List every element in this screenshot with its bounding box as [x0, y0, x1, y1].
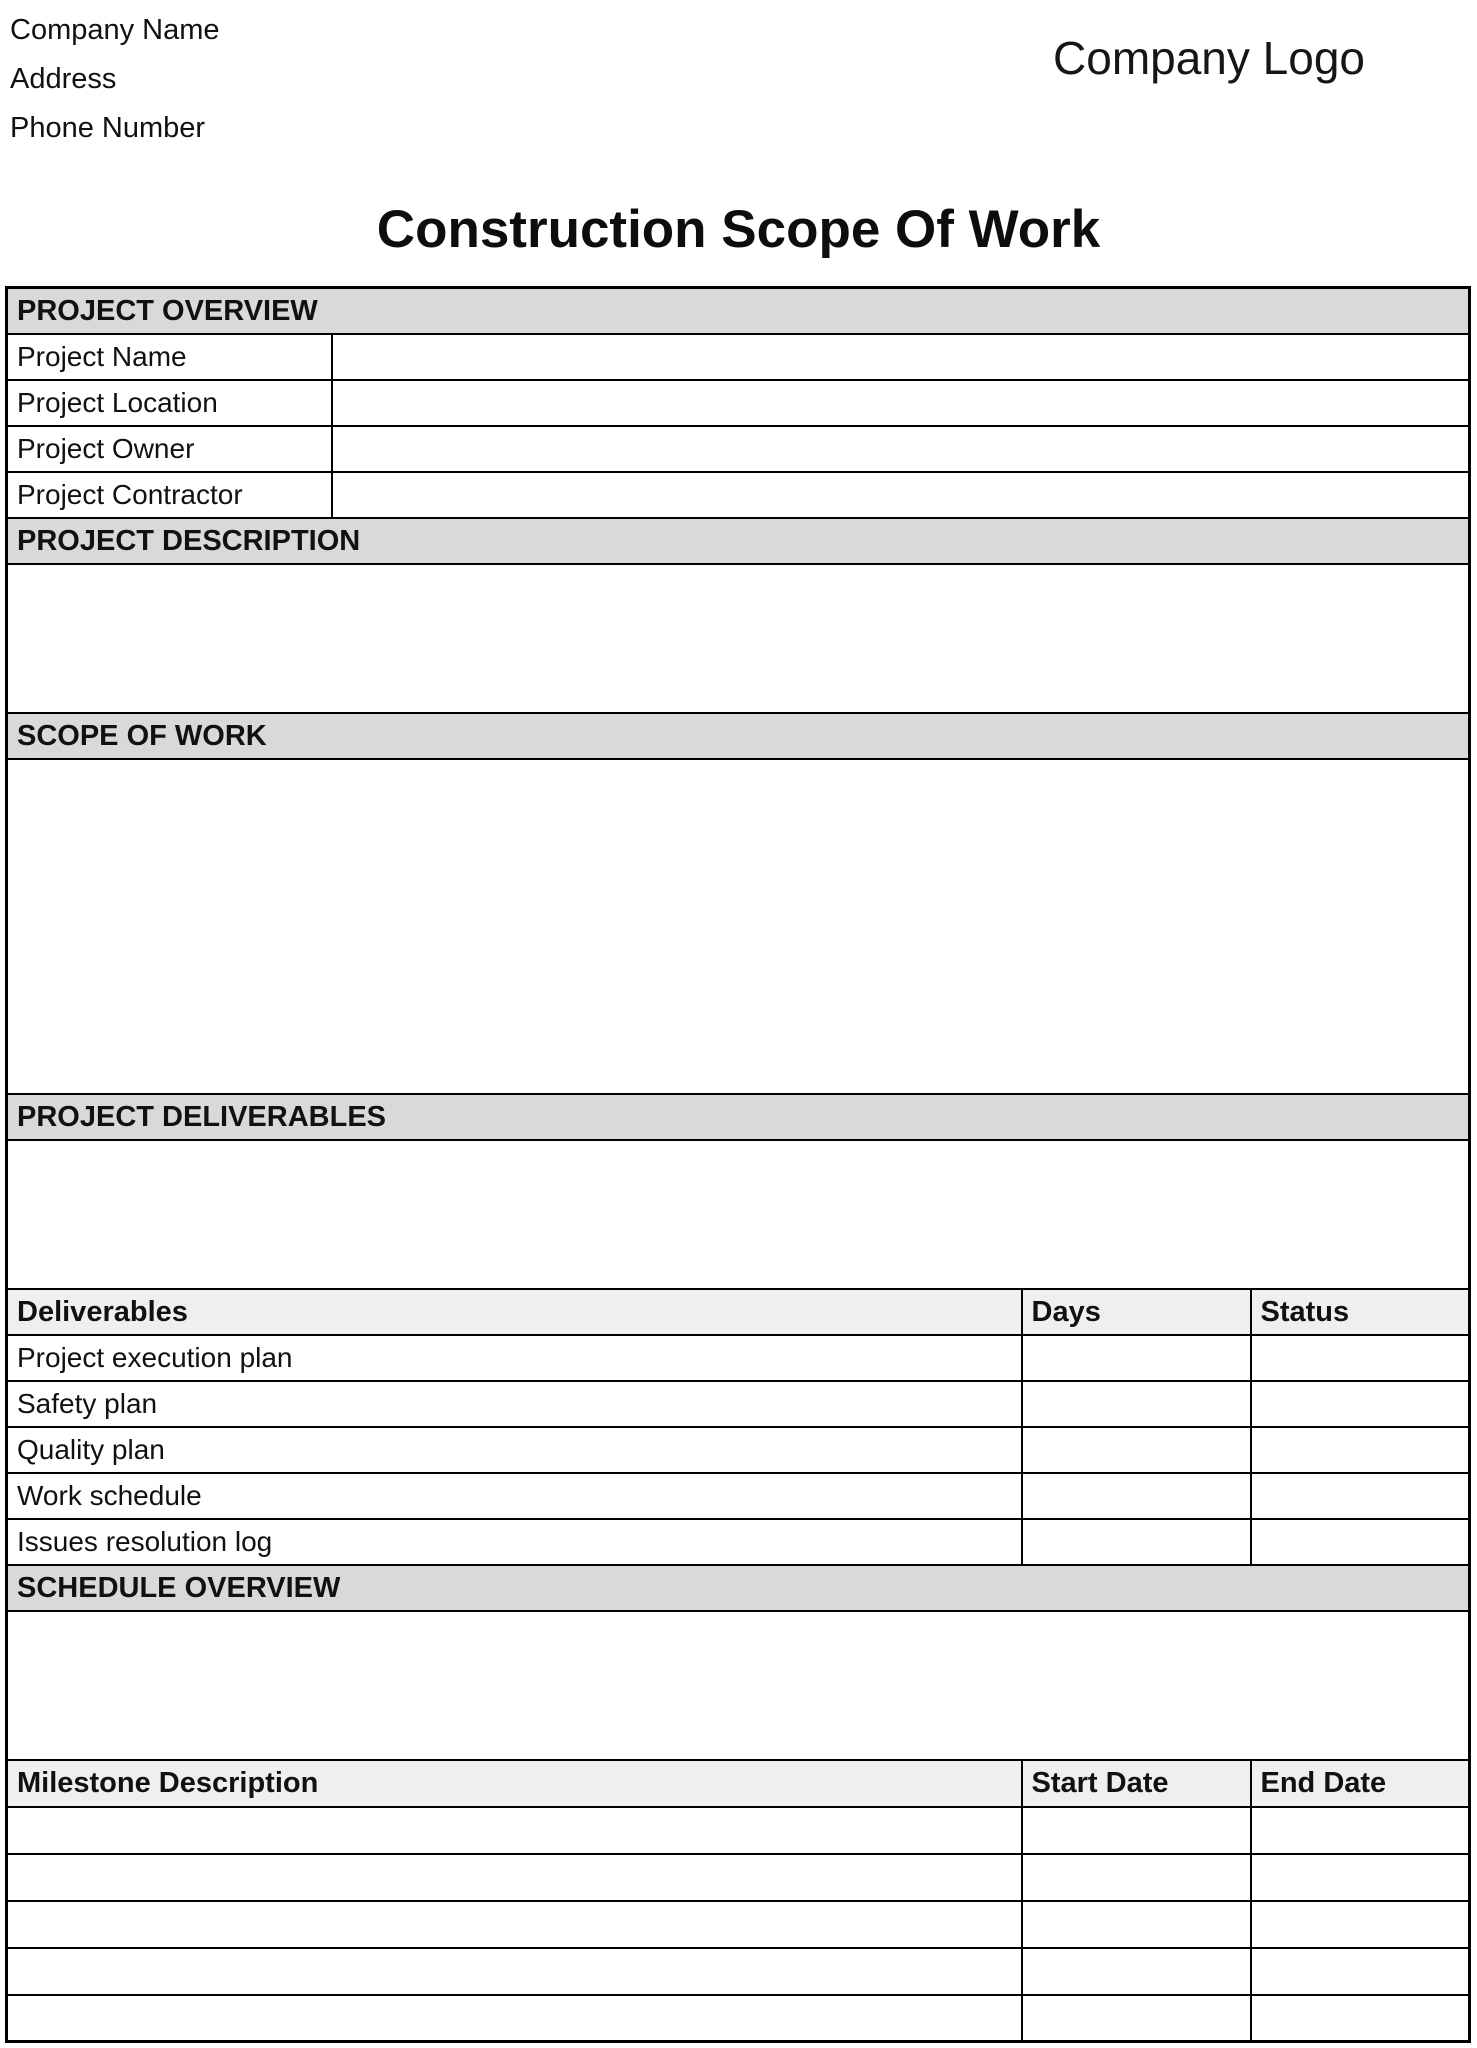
- start-date-cell[interactable]: [1022, 1807, 1251, 1854]
- deliverable-row: [7, 1473, 1470, 1519]
- deliverable-row: [7, 1335, 1470, 1381]
- end-date-cell[interactable]: [1251, 1995, 1470, 2042]
- column-header-days: Days: [1022, 1289, 1251, 1335]
- field-row-project-owner: [7, 426, 1470, 472]
- section-row-scope-of-work: [7, 713, 1470, 759]
- milestone-row: [7, 1901, 1470, 1948]
- status-cell[interactable]: [1251, 1381, 1470, 1427]
- section-header-project-deliverables: PROJECT DELIVERABLES: [7, 1094, 1470, 1140]
- milestone-row: [7, 1807, 1470, 1854]
- scope-of-work-content-row: [7, 759, 1470, 1094]
- milestone-description-cell[interactable]: [7, 1901, 1022, 1948]
- field-value-project-name[interactable]: [332, 334, 1470, 380]
- schedule-overview-content-area[interactable]: [7, 1611, 1470, 1760]
- company-phone-text: Phone Number: [10, 112, 206, 144]
- deliverable-name-cell: Work schedule: [7, 1473, 1022, 1519]
- column-header-start-date: Start Date: [1022, 1760, 1251, 1807]
- scope-of-work-form-table: [5, 286, 1471, 2043]
- field-row-project-name: [7, 334, 1470, 380]
- end-date-cell[interactable]: [1251, 1948, 1470, 1995]
- column-header-status: Status: [1251, 1289, 1470, 1335]
- field-row-project-contractor: [7, 472, 1470, 518]
- end-date-cell[interactable]: [1251, 1854, 1470, 1901]
- days-cell[interactable]: [1022, 1427, 1251, 1473]
- start-date-cell[interactable]: [1022, 1948, 1251, 1995]
- status-cell[interactable]: [1251, 1473, 1470, 1519]
- deliverable-name-cell: Issues resolution log: [7, 1519, 1022, 1565]
- project-deliverables-intro-row: [7, 1140, 1470, 1289]
- days-cell[interactable]: [1022, 1519, 1251, 1565]
- field-label-project-owner: Project Owner: [7, 426, 332, 472]
- field-label-project-location: Project Location: [7, 380, 332, 426]
- company-address-text: Address: [10, 63, 117, 95]
- column-header-milestone-description: Milestone Description: [7, 1760, 1022, 1807]
- status-cell[interactable]: [1251, 1427, 1470, 1473]
- field-label-project-contractor: Project Contractor: [7, 472, 332, 518]
- start-date-cell[interactable]: [1022, 1995, 1251, 2042]
- status-cell[interactable]: [1251, 1335, 1470, 1381]
- milestone-row: [7, 1995, 1470, 2042]
- section-header-scope-of-work: SCOPE OF WORK: [7, 713, 1470, 759]
- company-name-text: Company Name: [10, 14, 220, 46]
- deliverable-name-cell: Quality plan: [7, 1427, 1022, 1473]
- milestone-row: [7, 1948, 1470, 1995]
- section-header-project-description: PROJECT DESCRIPTION: [7, 518, 1470, 564]
- field-row-project-location: [7, 380, 1470, 426]
- days-cell[interactable]: [1022, 1381, 1251, 1427]
- milestone-description-cell[interactable]: [7, 1854, 1022, 1901]
- section-row-project-deliverables: [7, 1094, 1470, 1140]
- scope-of-work-content-area[interactable]: [7, 759, 1470, 1094]
- field-value-project-owner[interactable]: [332, 426, 1470, 472]
- deliverable-name-cell: Project execution plan: [7, 1335, 1022, 1381]
- field-value-project-location[interactable]: [332, 380, 1470, 426]
- deliverable-row: [7, 1519, 1470, 1565]
- document-title: Construction Scope Of Work: [376, 200, 1101, 259]
- days-cell[interactable]: [1022, 1473, 1251, 1519]
- deliverable-name-cell: Safety plan: [7, 1381, 1022, 1427]
- project-description-content-row: [7, 564, 1470, 713]
- field-value-project-contractor[interactable]: [332, 472, 1470, 518]
- project-deliverables-intro-area[interactable]: [7, 1140, 1470, 1289]
- project-description-content-area[interactable]: [7, 564, 1470, 713]
- schedule-overview-content-row: [7, 1611, 1470, 1760]
- column-header-deliverables: Deliverables: [7, 1289, 1022, 1335]
- end-date-cell[interactable]: [1251, 1807, 1470, 1854]
- company-info-block: [10, 6, 220, 153]
- milestone-description-cell[interactable]: [7, 1995, 1022, 2042]
- milestone-description-cell[interactable]: [7, 1807, 1022, 1854]
- milestone-description-cell[interactable]: [7, 1948, 1022, 1995]
- milestone-table-header-row: [7, 1760, 1470, 1807]
- end-date-cell[interactable]: [1251, 1901, 1470, 1948]
- deliverable-row: [7, 1427, 1470, 1473]
- section-header-schedule-overview: SCHEDULE OVERVIEW: [7, 1565, 1470, 1611]
- deliverable-row: [7, 1381, 1470, 1427]
- section-header-project-overview: PROJECT OVERVIEW: [7, 288, 1470, 334]
- letterhead: [0, 0, 1477, 153]
- column-header-end-date: End Date: [1251, 1760, 1470, 1807]
- start-date-cell[interactable]: [1022, 1901, 1251, 1948]
- field-label-project-name: Project Name: [7, 334, 332, 380]
- section-row-project-description: [7, 518, 1470, 564]
- section-row-schedule-overview: [7, 1565, 1470, 1611]
- days-cell[interactable]: [1022, 1335, 1251, 1381]
- start-date-cell[interactable]: [1022, 1854, 1251, 1901]
- status-cell[interactable]: [1251, 1519, 1470, 1565]
- milestone-row: [7, 1854, 1470, 1901]
- company-logo-placeholder: Company Logo: [1053, 32, 1365, 84]
- deliverables-table-header-row: [7, 1289, 1470, 1335]
- section-row-project-overview: [7, 288, 1470, 334]
